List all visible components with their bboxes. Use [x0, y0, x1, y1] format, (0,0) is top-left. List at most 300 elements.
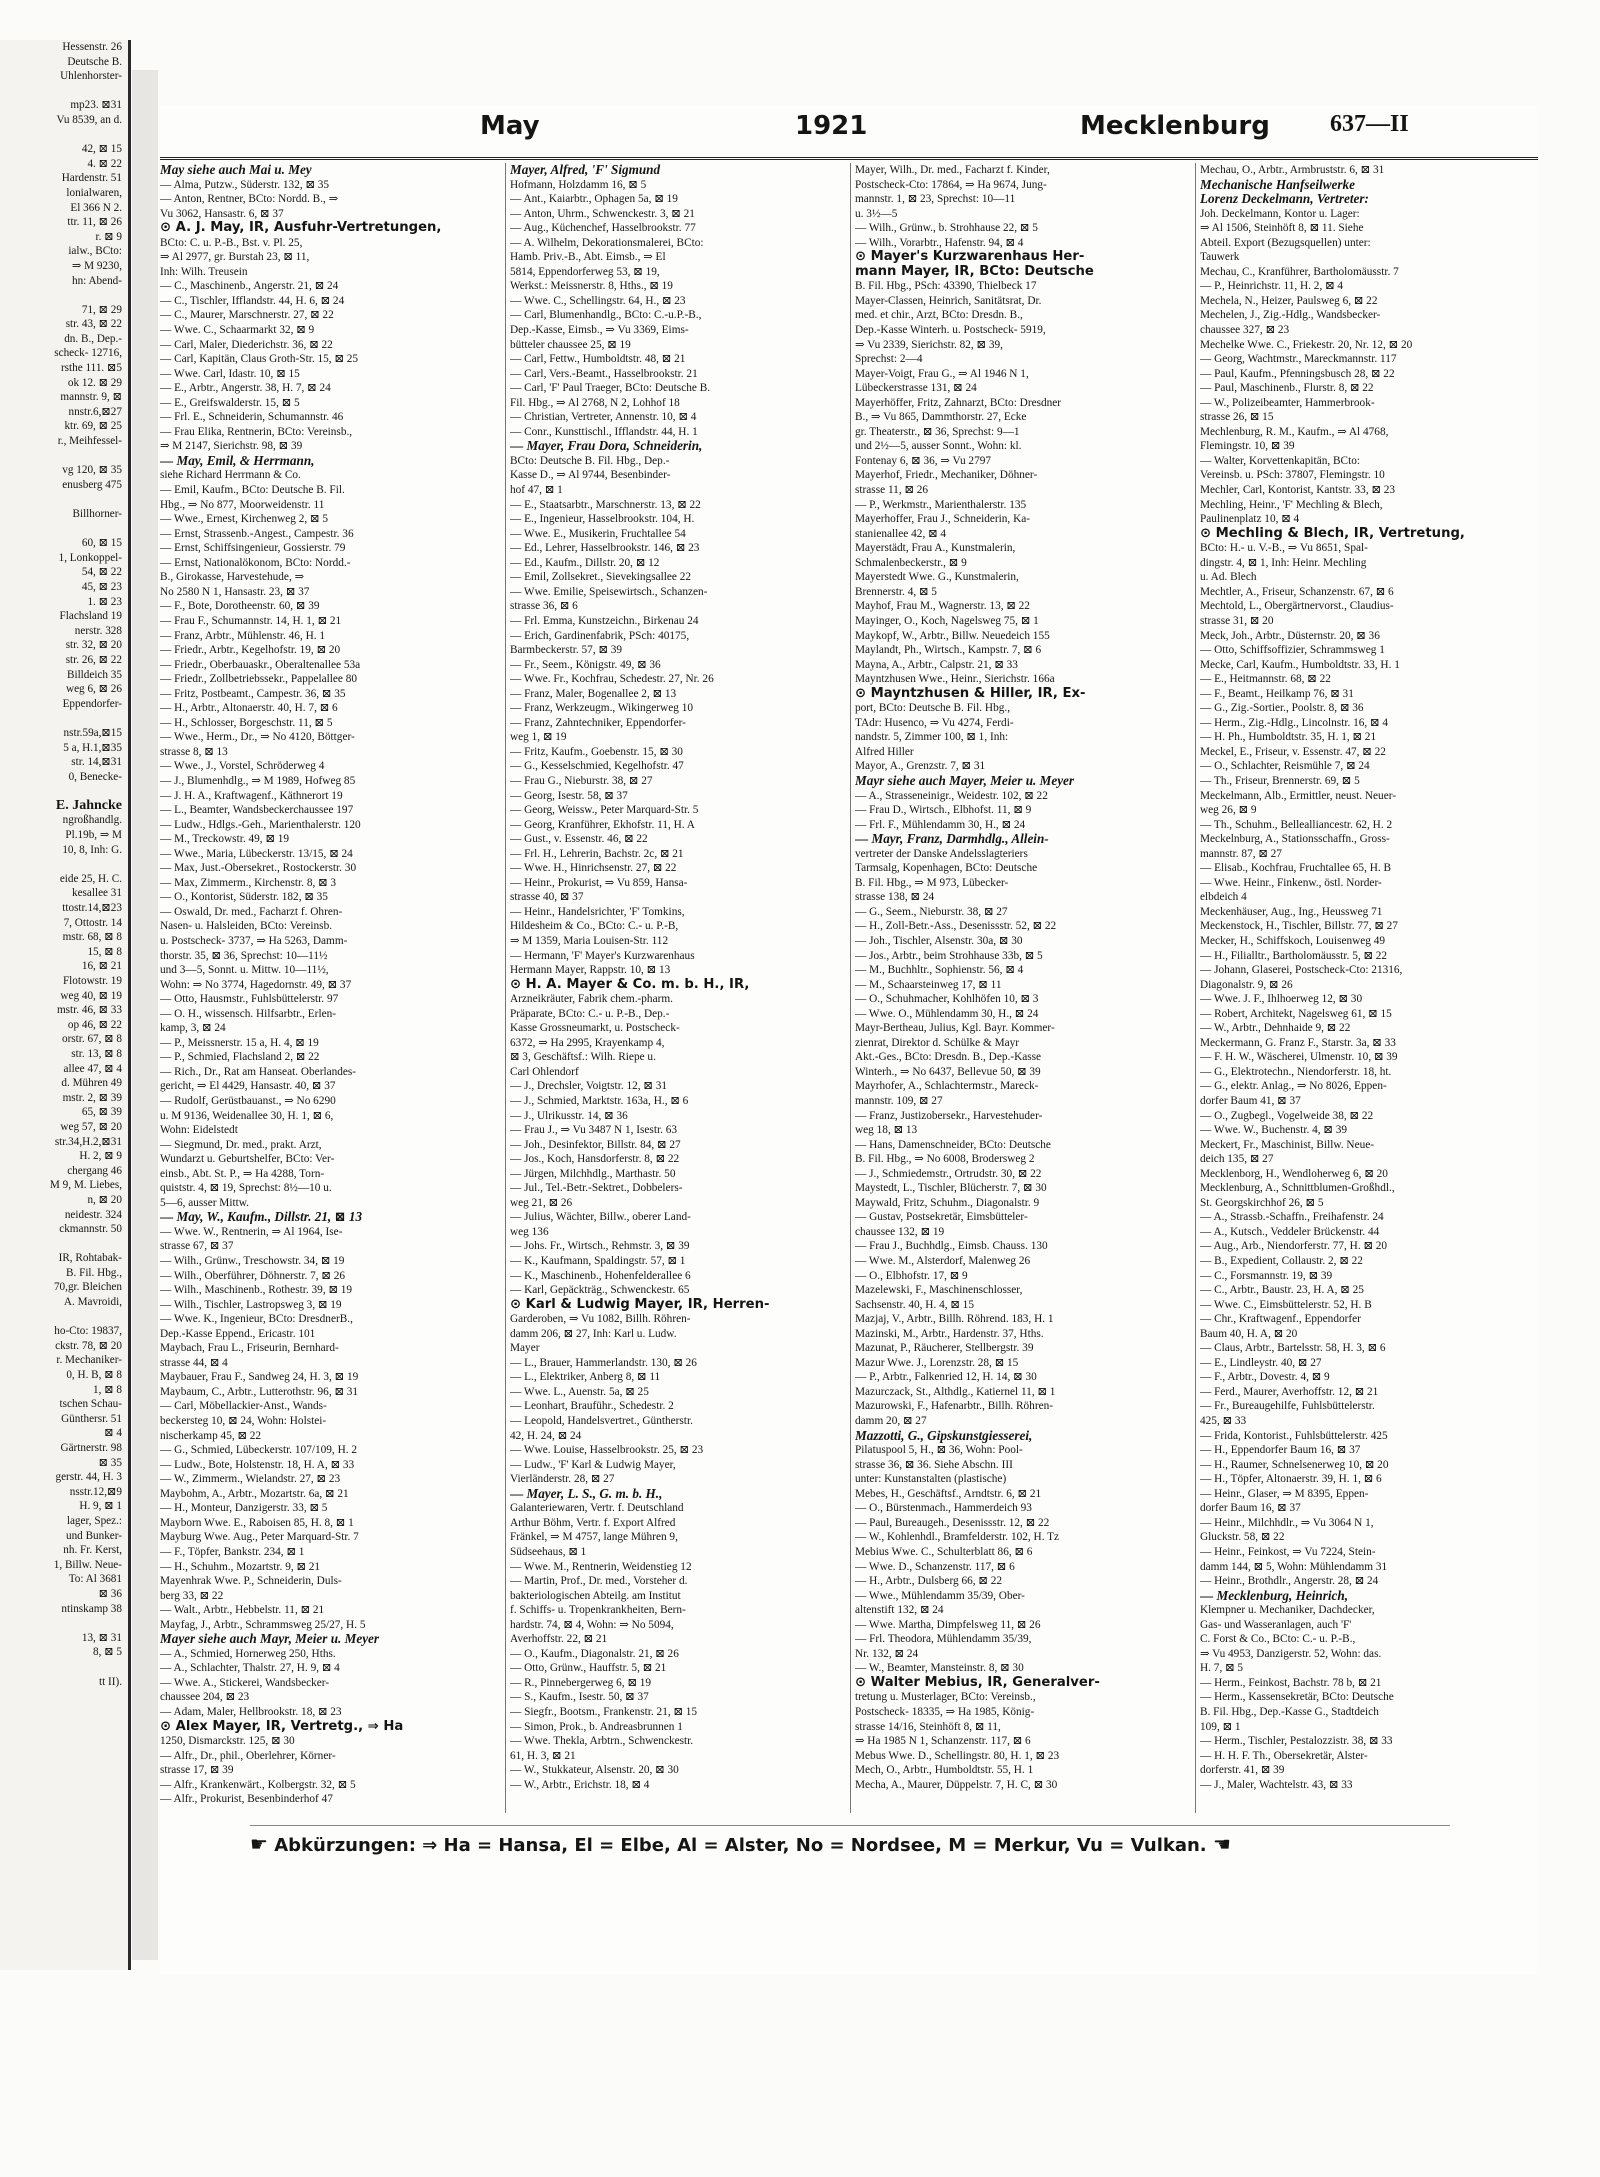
abbreviations-text: Abkürzungen: ⇒ Ha = Hansa, El = Elbe, Al = Alster, No = Nordsee, M = Merkur, Vu = Vulkan.: [274, 1835, 1207, 1856]
directory-entry: — Rudolf, Gerüstbauanst., ⇒ No 6290: [160, 1095, 336, 1107]
directory-entry: Meckenstock, H., Tischler, Billstr. 77, ⊠ 27: [1200, 920, 1398, 933]
directory-entry: strasse 26, ⊠ 15: [1200, 411, 1274, 424]
directory-entry: — Frau Elika, Rentnerin, BCto: Vereinsb.,: [160, 425, 353, 438]
directory-entry: — C., Tischler, Ifflandstr. 44, H. 6, ⊠ 24: [160, 294, 345, 307]
directory-entry: — Georg, Isestr. 58, ⊠ 37: [510, 789, 628, 802]
directory-entry: B. Fil. Hbg., ⇒ M 973, Lübecker-: [855, 876, 1009, 889]
directory-entry: Hermann Mayer, Rappstr. 10, ⊠ 13: [510, 964, 671, 977]
directory-entry: — G., elektr. Anlag., ⇒ No 8026, Eppen-: [1200, 1080, 1387, 1093]
directory-entry: — Frau J., Buchhdlg., Eimsb. Chauss. 130: [855, 1240, 1048, 1253]
directory-entry: Mayburg Wwe. Aug., Peter Marquard-Str. 7: [160, 1531, 359, 1544]
directory-entry: Mecklenborg, H., Wendloherweg 6, ⊠ 20: [1200, 1167, 1388, 1180]
directory-entry: — Julius, Wächter, Billw., oberer Land-: [510, 1211, 691, 1224]
fragment-line: Gärtnerstr. 98: [60, 1442, 122, 1454]
directory-entry: deich 135, ⊠ 27: [1200, 1153, 1274, 1166]
directory-entry: — Heinr., Prokurist, ⇒ Vu 859, Hansa-: [510, 876, 688, 889]
directory-entry: — Erich, Gardinenfabrik, PSch: 40175,: [510, 629, 690, 642]
fragment-line: d. Mühren 49: [61, 1077, 122, 1090]
fragment-line: rsthe 111. ⊠5: [60, 362, 122, 375]
directory-entry: Garderoben, ⇒ Vu 1082, Billh. Röhren-: [510, 1313, 691, 1326]
fragment-line: 10, 8, Inh: G.: [62, 843, 122, 856]
fragment-line: Uhlenhorster-: [60, 70, 122, 83]
directory-entry: 42, H. 24, ⊠ 24: [510, 1429, 582, 1442]
fragment-line: 8, ⊠ 5: [93, 1646, 122, 1659]
fragment-line: [0, 711, 128, 726]
directory-entry: med. et chir., Arzt, BCto: Dresdn. B.,: [855, 309, 1023, 322]
fragment-line: ⊠ 36: [98, 1587, 122, 1600]
fragment-line: H. 2, ⊠ 9: [79, 1150, 122, 1163]
directory-entry: — Paul, Bureaugeh., Desenissstr. 12, ⊠ 22: [855, 1516, 1050, 1529]
directory-entry: — Heinr., Milchhdlr., ⇒ Vu 3064 N 1,: [1200, 1516, 1374, 1529]
directory-entry: Mebius Wwe. C., Schulterblatt 86, ⊠ 6: [855, 1545, 1033, 1558]
directory-entry: Averhoffstr. 22, ⊠ 21: [510, 1633, 608, 1646]
directory-entry: Mechau, C., Kranführer, Bartholomäusstr. 7: [1200, 265, 1399, 278]
directory-entry: dorfer Baum 16, ⊠ 37: [1200, 1502, 1301, 1515]
directory-entry: Kasse Grossneumarkt, u. Postscheck-: [510, 1022, 680, 1035]
directory-entry: — Frau J., ⇒ Vu 3487 N 1, Isestr. 63: [510, 1124, 678, 1137]
directory-entry: — Jürgen, Milchhdlg., Marthastr. 50: [510, 1167, 676, 1180]
directory-entry: ⊙ Mayer's Kurzwarenhaus Her-: [855, 250, 1085, 265]
directory-entry: und 3—5, Sonnt. u. Mittw. 10—11½,: [160, 964, 329, 977]
directory-entry: Nasen- u. Halsleiden, BCto: Vereinsb.: [160, 920, 333, 933]
fragment-line: 13, ⊠ 31: [81, 1631, 122, 1644]
directory-entry: Mayborn Wwe. E., Raboisen 85, H. 8, ⊠ 1: [160, 1516, 354, 1529]
directory-column-4: [1195, 163, 1534, 1813]
directory-entry: elbdeich 4: [1200, 891, 1247, 904]
directory-entry: — Herm., Kassensekretär, BCto: Deutsche: [1200, 1691, 1394, 1704]
directory-entry: — Mecklenburg, Heinrich,: [1200, 1588, 1348, 1603]
fragment-line: dn. B., Dep.-: [64, 332, 122, 345]
directory-entry: Maystedt, L., Tischler, Blücherstr. 7, ⊠ 30: [855, 1182, 1047, 1195]
directory-entry: Mecklenburg, A., Schnittblumen-Großhdl.,: [1200, 1182, 1395, 1195]
directory-entry: — Otto, Grünw., Hauffstr. 5, ⊠ 21: [510, 1662, 667, 1675]
directory-entry: hardstr. 74, ⊠ 4, Wohn: ⇒ No 5094,: [510, 1618, 674, 1631]
directory-entry: BCto: H.- u. V.-B., ⇒ Vu 8651, Spal-: [1200, 542, 1368, 555]
directory-entry: — Friedr., Arbtr., Kegelhofstr. 19, ⊠ 20: [160, 644, 341, 657]
directory-entry: strasse 44, ⊠ 4: [160, 1356, 228, 1369]
directory-entry: — H., Arbtr., Altonaerstr. 40, H. 7, ⊠ 6: [160, 702, 338, 715]
directory-entry: Fränkel, ⇒ M 4757, lange Mühren 9,: [510, 1531, 678, 1544]
directory-entry: — J., Schmied, Marktstr. 163a, H., ⊠ 6: [510, 1095, 689, 1107]
directory-entry: — E., Greifswalderstr. 15, ⊠ 5: [160, 396, 300, 409]
directory-entry: tretung u. Musterlager, BCto: Vereinsb.,: [855, 1691, 1036, 1704]
directory-entry: unter: Kunstanstalten (plastische): [855, 1473, 1007, 1486]
directory-entry: Mechanische Hanfseilwerke: [1200, 177, 1355, 192]
directory-entry: — O., Elbhofstr. 17, ⊠ 9: [855, 1269, 968, 1282]
directory-entry: Klempner u. Mechaniker, Dachdecker,: [1200, 1604, 1375, 1617]
directory-entry: Kasse D., ⇒ Al 9744, Besenbinder-: [510, 469, 671, 482]
directory-entry: — W., Polizeibeamter, Hammerbrook-: [1200, 396, 1375, 409]
directory-entry: — Wilh., Tischler, Lastropsweg 3, ⊠ 19: [160, 1298, 342, 1311]
directory-entry: — Wwe. C., Schaarmarkt 32, ⊠ 9: [160, 324, 315, 337]
directory-entry: weg 26, ⊠ 9: [1200, 804, 1257, 817]
directory-entry: Mazinski, M., Arbtr., Hardenstr. 37, Hths.: [855, 1327, 1044, 1340]
fragment-line: und Bunker-: [65, 1529, 122, 1542]
directory-entry: ⊠ 3, Geschäftsf.: Wilh. Riepe u.: [510, 1051, 656, 1064]
directory-entry: ⊙ Karl & Ludwig Mayer, IR, Herren-: [510, 1297, 770, 1312]
directory-entry: ⇒ Al 1506, Steinhöft 8, ⊠ 11. Siehe: [1200, 222, 1364, 235]
directory-entry: Meckermann, G. Franz F., Starstr. 3a, ⊠ 33: [1200, 1036, 1396, 1049]
directory-entry: — Heinr., Handelsrichter, 'F' Tomkins,: [510, 905, 685, 918]
directory-entry: — Th., Schuhm., Bellealliancestr. 62, H. 2: [1200, 818, 1393, 831]
fragment-line: weg 40, ⊠ 19: [60, 989, 122, 1002]
directory-entry: Fontenay 6, ⊠ 36, ⇒ Vu 2797: [855, 454, 992, 467]
directory-entry: 109, ⊠ 1: [1200, 1720, 1241, 1733]
directory-entry: mannstr. 87, ⊠ 27: [1200, 847, 1282, 860]
fragment-line: [0, 1616, 128, 1631]
directory-entry: Hofmann, Holzdamm 16, ⊠ 5: [510, 178, 647, 191]
fragment-line: nerstr. 328: [74, 624, 122, 637]
fragment-line: n, ⊠ 20: [87, 1193, 122, 1206]
directory-entry: Baum 40, H. A, ⊠ 20: [1200, 1327, 1298, 1340]
directory-entry: Mecha, A., Maurer, Düppelstr. 7, H. C, ⊠ 30: [855, 1778, 1058, 1791]
directory-entry: ⊙ Mechling & Blech, IR, Vertretung,: [1200, 526, 1465, 541]
directory-entry: — Elisab., Kochfrau, Fruchtallee 65, H. B: [1200, 862, 1392, 875]
fragment-line: [0, 522, 128, 537]
fragment-line: 60, ⊠ 15: [81, 537, 122, 550]
fragment-line: mstr. 2, ⊠ 39: [62, 1091, 122, 1104]
fragment-line: [0, 784, 128, 799]
directory-entry: — W., Zimmerm., Wielandstr. 27, ⊠ 23: [160, 1473, 341, 1486]
fragment-line: M 9, M. Liebes,: [49, 1179, 122, 1192]
directory-entry: — Johann, Glaserei, Postscheck-Cto: 21316,: [1200, 964, 1403, 977]
directory-entry: — Fritz, Postbeamt., Campestr. 36, ⊠ 35: [160, 687, 346, 700]
directory-entry: Mayer-Classen, Heinrich, Sanitätsrat, Dr.: [855, 294, 1042, 307]
directory-entry: zienrat, Direktor d. Schülke & Mayr: [855, 1036, 1020, 1049]
directory-entry: — Wilh., Vorarbtr., Hafenstr. 94, ⊠ 4: [855, 236, 1024, 249]
directory-entry: — Gustav, Postsekretär, Eimsbütteler-: [855, 1211, 1028, 1224]
directory-entry: — O., Schlachter, Reismühle 7, ⊠ 24: [1200, 760, 1370, 773]
directory-entry: — Johs. Fr., Wirtsch., Rehmstr. 3, ⊠ 39: [510, 1240, 690, 1253]
directory-entry: ⊙ Mayntzhusen & Hiller, IR, Ex-: [855, 686, 1086, 701]
directory-entry: — Mayr, Franz, Darmhdlg., Allein-: [855, 832, 1049, 847]
fragment-line: ⊠ 35: [98, 1456, 122, 1469]
directory-entry: Fil. Hbg., ⇒ Al 2768, N 2, Lohhof 18: [510, 396, 680, 409]
fragment-line: El 366 N 2.: [70, 201, 122, 214]
fragment-line: ngroßhandlg.: [62, 814, 122, 827]
directory-entry: Meck, Joh., Arbtr., Düsternstr. 20, ⊠ 36: [1200, 629, 1380, 642]
directory-entry: strasse 14/16, Steinhöft 8, ⊠ 11,: [855, 1720, 1001, 1733]
directory-entry: — O., Schuhmacher, Kohlhöfen 10, ⊠ 3: [855, 993, 1039, 1006]
directory-entry: Paulinenplatz 10, ⊠ 4: [1200, 513, 1300, 526]
directory-entry: B., Girokasse, Harvestehude, ⇒: [160, 571, 305, 584]
fragment-line: A. Mavroidi,: [63, 1296, 122, 1309]
directory-entry: Mechau, O., Arbtr., Armbruststr. 6, ⊠ 31: [1200, 164, 1385, 176]
directory-entry: Mayhof, Frau M., Wagnerstr. 13, ⊠ 22: [855, 600, 1030, 613]
fragment-line: nh. Fr. Kerst,: [63, 1544, 122, 1557]
directory-entry: — Ant., Kaiarbtr., Ophagen 5a, ⊠ 19: [510, 193, 678, 206]
fragment-line: Hessenstr. 26: [62, 41, 122, 53]
directory-entry: Mazur Wwe. J., Lorenzstr. 28, ⊠ 15: [855, 1356, 1019, 1369]
directory-entry: Diagonalstr. 9, ⊠ 26: [1200, 978, 1293, 991]
fragment-line: mstr. 68, ⊠ 8: [62, 931, 122, 944]
directory-entry: Dep.-Kasse, Eimsb., ⇒ Vu 3369, Eims-: [510, 324, 689, 337]
directory-entry: Schmalenbeckerstr., ⊠ 9: [855, 556, 967, 569]
directory-entry: — Oswald, Dr. med., Facharzt f. Ohren-: [160, 905, 343, 918]
directory-entry: kamp, 3, ⊠ 24: [160, 1022, 226, 1035]
directory-entry: strasse 138, ⊠ 24: [855, 891, 935, 904]
directory-entry: — Wwe. C., Eimsbüttelerstr. 52, H. B: [1200, 1298, 1372, 1311]
fragment-line: allee 47, ⊠ 4: [63, 1062, 122, 1075]
directory-entry: — Max, Zimmerm., Kirchenstr. 8, ⊠ 3: [160, 876, 337, 889]
directory-entry: B. Fil. Hbg., Dep.-Kasse G., Stadtdeich: [1200, 1705, 1379, 1718]
directory-entry: — H., Arbtr., Dulsberg 66, ⊠ 22: [855, 1575, 1003, 1588]
directory-entry: Inh: Wilh. Treusein: [160, 265, 248, 278]
directory-entry: — Wwe. Carl, Idastr. 10, ⊠ 15: [160, 367, 300, 380]
fragment-line: lager, Spez.:: [66, 1514, 122, 1527]
directory-entry: — K., Maschinenb., Hohenfelderallee 6: [510, 1269, 691, 1282]
fragment-line: [0, 857, 128, 872]
directory-entry: 425, ⊠ 33: [1200, 1415, 1247, 1428]
directory-entry: — A., Strasseneinigr., Weidestr. 102, ⊠ 22: [855, 789, 1048, 802]
directory-entry: — J. H. A., Kraftwagenf., Käthnerort 19: [160, 789, 343, 802]
directory-entry: — E., Lindleystr. 40, ⊠ 27: [1200, 1356, 1322, 1369]
fragment-line: ckmannstr. 50: [59, 1223, 122, 1236]
directory-entry: Vierländerstr. 28, ⊠ 27: [510, 1473, 615, 1486]
directory-entry: weg 18, ⊠ 13: [855, 1124, 918, 1137]
directory-entry: Mayer: [510, 1342, 540, 1355]
fragment-line: nstr.59a,⊠15: [63, 726, 122, 739]
directory-entry: — Carl, Kapitän, Claus Groth-Str. 15, ⊠ 25: [160, 353, 359, 366]
directory-entry: — E., Heitmannstr. 68, ⊠ 22: [1200, 673, 1331, 686]
fragment-line: Hardenstr. 51: [61, 172, 122, 185]
directory-entry: — F., Töpfer, Bankstr. 234, ⊠ 1: [160, 1545, 305, 1558]
directory-entry: H. 7, ⊠ 5: [1200, 1662, 1244, 1675]
directory-entry: Maybaum, C., Arbtr., Lutterothstr. 96, ⊠ 31: [160, 1385, 359, 1398]
directory-entry: Mayenhrak Wwe. P., Schneiderin, Duls-: [160, 1575, 342, 1588]
directory-entry: — Frau D., Wirtsch., Elbhofst. 11, ⊠ 9: [855, 804, 1032, 817]
directory-entry: Mayerstädt, Frau A., Kunstmalerin,: [855, 542, 1016, 555]
directory-entry: — Max, Just.-Obersekret., Rostockerstr. 30: [160, 862, 357, 875]
fragment-line: str. 43, ⊠ 22: [65, 318, 122, 331]
directory-entry: — Ed., Kaufm., Dillstr. 20, ⊠ 12: [510, 556, 660, 569]
directory-entry: — Siegmund, Dr. med., prakt. Arzt,: [160, 1138, 322, 1151]
directory-entry: — Otto, Hausmstr., Fuhlsbüttelerstr. 97: [160, 993, 339, 1006]
fragment-line: ckstr. 78, ⊠ 20: [55, 1339, 122, 1352]
fragment-line: 1, Lonkoppel-: [58, 551, 122, 564]
directory-entry: Arzneikräuter, Fabrik chem.-pharm.: [510, 993, 673, 1006]
directory-entry: — F., Bote, Dorotheenstr. 60, ⊠ 39: [160, 600, 320, 613]
directory-entry: — Carl, Fettw., Humboldtstr. 48, ⊠ 21: [510, 353, 686, 366]
directory-entry: — Wwe., Mühlendamm 35/39, Ober-: [855, 1589, 1025, 1602]
directory-entry: Alfred Hiller: [855, 745, 914, 758]
directory-entry: Mayer, Wilh., Dr. med., Facharzt f. Kinder,: [855, 164, 1050, 176]
directory-entry: — Wwe. C., Schellingstr. 64, H., ⊠ 23: [510, 294, 686, 307]
directory-entry: stanienallee 42, ⊠ 4: [855, 527, 947, 540]
directory-entry: damm 20, ⊠ 27: [855, 1415, 927, 1428]
directory-entry: u. M 9136, Weidenallee 30, H. 1, ⊠ 6,: [160, 1109, 334, 1122]
directory-entry: Mayer siehe auch Mayr, Meier u. Meyer: [160, 1632, 380, 1647]
directory-entry: Mayinger, O., Koch, Nagelsweg 75, ⊠ 1: [855, 614, 1039, 627]
directory-entry: — W., Stukkateur, Alsenstr. 20, ⊠ 30: [510, 1764, 679, 1777]
directory-entry: Abteil. Export (Bezugsquellen) unter:: [1200, 236, 1371, 249]
directory-entry: Mecker, H., Schiffskoch, Louisenweg 49: [1200, 934, 1386, 947]
directory-entry: Arthur Böhm, Vertr. f. Export Alfred: [510, 1516, 676, 1529]
directory-entry: Mayr-Bertheau, Julius, Kgl. Bayr. Kommer-: [855, 1022, 1055, 1035]
directory-entry: BCto: C. u. P.-B., Bst. v. Pl. 25,: [160, 236, 303, 249]
directory-entry: Wohn: ⇒ No 3774, Hagedornstr. 49, ⊠ 37: [160, 978, 352, 991]
directory-entry: — Ernst, Nationalökonom, BCto: Nordd.-: [160, 556, 351, 569]
directory-entry: — Wilh., Oberführer, Döhnerstr. 7, ⊠ 26: [160, 1269, 345, 1282]
directory-entry: — Frida, Kontorist., Fuhlsbüttelerstr. 425: [1200, 1429, 1388, 1442]
directory-entry: Mazurczack, St., Althdlg., Katiernel 11, ⊠ 1: [855, 1385, 1056, 1398]
directory-entry: 1250, Dismarckstr. 125, ⊠ 30: [160, 1735, 295, 1748]
directory-entry: Wohn: Eidelstedt: [160, 1124, 238, 1137]
directory-entry: dorfer Baum 41, ⊠ 37: [1200, 1095, 1301, 1107]
directory-entry: siehe Richard Herrmann & Co.: [160, 469, 301, 482]
directory-entry: — Rich., Dr., Rat am Hanseat. Oberlandes-: [160, 1065, 357, 1078]
directory-entry: — Frl. F., Mühlendamm 30, H., ⊠ 24: [855, 818, 1026, 831]
directory-entry: — F., Beamt., Heilkamp 76, ⊠ 31: [1200, 687, 1354, 700]
directory-entry: Tarmsalg, Kopenhagen, BCto: Deutsche: [855, 862, 1038, 875]
directory-entry: — Alfr., Dr., phil., Oberlehrer, Körner-: [160, 1749, 336, 1762]
directory-entry: — G., Kesselschmied, Kegelhofstr. 47: [510, 760, 684, 773]
fragment-line: 1, ⊠ 8: [93, 1383, 122, 1396]
directory-entry: Hbg., ⇒ No 877, Moorweidenstr. 11: [160, 498, 325, 511]
directory-entry: — C., Arbtr., Baustr. 23, H. A, ⊠ 25: [1200, 1284, 1364, 1297]
directory-entry: strasse 36, ⊠ 36. Siehe Abschn. III: [855, 1458, 1013, 1471]
directory-entry: Mechtler, A., Friseur, Schanzenstr. 67, ⊠ 6: [1200, 585, 1394, 598]
fragment-line: ntinskamp 38: [61, 1602, 122, 1615]
directory-entry: ⇒ Al 2977, gr. Burstah 23, ⊠ 11,: [160, 251, 310, 264]
directory-entry: — F., Arbtr., Dovestr. 4, ⊠ 9: [1200, 1371, 1330, 1384]
directory-entry: — H., Schlosser, Borgeschstr. 11, ⊠ 5: [160, 716, 333, 729]
directory-entry: — H., Monteur, Danzigerstr. 33, ⊠ 5: [160, 1502, 328, 1515]
directory-entry: u. 3½—5: [855, 207, 898, 220]
directory-entry: — Wwe. Emilie, Speisewirtsch., Schanzen-: [510, 585, 708, 598]
directory-entry: — Wilh., Grünw., Treschowstr. 34, ⊠ 19: [160, 1255, 345, 1268]
directory-entry: Mayna, A., Arbtr., Calpstr. 21, ⊠ 33: [855, 658, 1018, 671]
directory-entry: chaussee 132, ⊠ 19: [855, 1225, 945, 1238]
fragment-line: 54, ⊠ 22: [81, 566, 122, 579]
fragment-line: To: Al 3681: [68, 1573, 122, 1586]
directory-entry: — Franz, Justizobersekr., Harvestehuder-: [855, 1109, 1043, 1122]
book-gutter: [132, 70, 158, 1960]
directory-entry: St. Georgskirchhof 26, ⊠ 5: [1200, 1196, 1324, 1209]
directory-entry: — Georg, Weissw., Peter Marquard-Str. 5: [510, 804, 699, 817]
directory-entry: Mayrhofer, A., Schlachtermstr., Mareck-: [855, 1080, 1039, 1093]
fragment-line: Flachsland 19: [59, 610, 122, 623]
directory-entry: bakteriologischen Abteilg. am Institut: [510, 1589, 681, 1602]
directory-entry: — O., Kontorist, Süderstr. 182, ⊠ 35: [160, 891, 328, 904]
directory-entry: — H., Töpfer, Altonaerstr. 39, H. 1, ⊠ 6: [1200, 1473, 1382, 1486]
directory-entry: Mayerhöffer, Fritz, Zahnarzt, BCto: Dresdner: [855, 396, 1062, 409]
directory-entry: Werkst.: Meissnerstr. 8, Hths., ⊠ 19: [510, 280, 673, 293]
directory-entry: weg 21, ⊠ 26: [510, 1196, 573, 1209]
directory-entry: — F. H. W., Wäscherei, Ulmenstr. 10, ⊠ 39: [1200, 1051, 1398, 1064]
directory-entry: — Paul, Maschinenb., Flurstr. 8, ⊠ 22: [1200, 382, 1374, 395]
directory-entry: — Alfr., Krankenwärt., Kolbergstr. 32, ⊠ 5: [160, 1778, 356, 1791]
directory-entry: strasse 67, ⊠ 37: [160, 1240, 234, 1253]
fragment-line: 7, Ottostr. 14: [63, 916, 122, 929]
directory-entry: — Wwe. Thekla, Arbtrn., Schwenckestr.: [510, 1735, 694, 1748]
directory-entry: Mayntzhusen Wwe., Heinr., Sierichstr. 166a: [855, 673, 1055, 686]
directory-entry: — Wwe. Heinr., Finkenw., östl. Norder-: [1200, 876, 1382, 889]
directory-columns: [160, 163, 1538, 1813]
fragment-line: 0, H. B, ⊠ 8: [66, 1369, 122, 1382]
fragment-line: lonialwaren,: [66, 186, 122, 199]
directory-entry: — H., Zoll-Betr.-Ass., Desenissstr. 52, ⊠ 22: [855, 920, 1057, 933]
fragment-line: 65, ⊠ 39: [81, 1106, 122, 1119]
directory-entry: altenstift 132, ⊠ 24: [855, 1604, 944, 1617]
directory-entry: ⇒ Vu 4953, Danzigerstr. 52, Wohn: das.: [1200, 1647, 1382, 1660]
directory-entry: — Jos., Koch, Hansdorferstr. 8, ⊠ 22: [510, 1153, 680, 1166]
directory-entry: C. Forst & Co., BCto: C.- u. P.-B.,: [1200, 1633, 1356, 1646]
fragment-line: eide 25, H. C.: [59, 872, 122, 885]
directory-entry: beckersteg 10, ⊠ 24, Wohn: Holstei-: [160, 1415, 327, 1428]
directory-entry: damm 144, ⊠ 5, Wohn: Mühlendamm 31: [1200, 1560, 1388, 1573]
fragment-line: Billhorner-: [72, 508, 122, 520]
fragment-line: neidestr. 324: [64, 1208, 122, 1221]
directory-entry: — Ernst, Schiffsingenieur, Gossierstr. 79: [160, 542, 346, 555]
directory-entry: Mayerhoffer, Frau J., Schneiderin, Ka-: [855, 513, 1031, 526]
directory-entry: — P., Werkmstr., Marienthalerstr. 135: [855, 498, 1027, 511]
fragment-line: Vu 8539, an d.: [56, 113, 122, 126]
directory-entry: ⇒ M 1359, Maria Louisen-Str. 112: [510, 934, 669, 947]
directory-entry: — Claus, Arbtr., Bartelsstr. 58, H. 3, ⊠ 6: [1200, 1342, 1386, 1355]
fragment-line: B. Fil. Hbg.,: [66, 1266, 122, 1279]
directory-entry: — Wilh., Maschinenb., Rothestr. 39, ⊠ 19: [160, 1284, 353, 1297]
directory-entry: Mechlenburg, R. M., Kaufm., ⇒ Al 4768,: [1200, 425, 1389, 438]
directory-entry: — E., Staatsarbtr., Marschnerstr. 13, ⊠ 22: [510, 498, 701, 511]
directory-entry: Maybohm, A., Arbtr., Mozartstr. 6a, ⊠ 21: [160, 1487, 349, 1500]
directory-entry: — H. H. F. Th., Obersekretär, Alster-: [1200, 1749, 1368, 1762]
directory-entry: — Friedr., Oberbauaskr., Oberaltenallee 53a: [160, 658, 361, 671]
directory-entry: Pilatuspool 5, H., ⊠ 36, Wohn: Pool-: [855, 1444, 1023, 1457]
directory-entry: Mecke, Carl, Kaufm., Humboldtstr. 33, H. 1: [1200, 658, 1400, 671]
directory-entry: — Wwe., Ernest, Kirchenweg 2, ⊠ 5: [160, 513, 328, 526]
directory-entry: Lübeckerstrasse 131, ⊠ 24: [855, 382, 977, 395]
directory-entry: — Herm., Tischler, Pestalozzistr. 38, ⊠ 33: [1200, 1735, 1393, 1748]
directory-entry: — J., Drechsler, Voigtstr. 12, ⊠ 31: [510, 1080, 668, 1093]
directory-entry: B., ⇒ Vu 865, Dammthorstr. 27, Ecke: [855, 411, 1027, 424]
directory-entry: — Emil, Zollsekret., Sievekingsallee 22: [510, 571, 692, 584]
directory-entry: — S., Kaufm., Isestr. 50, ⊠ 37: [510, 1691, 649, 1704]
directory-entry: — Wwe. W., Rentnerin, ⇒ Al 1964, Ise-: [160, 1225, 343, 1238]
directory-entry: — Franz, Zahntechniker, Eppendorfer-: [510, 716, 686, 729]
fragment-line: ⇒ M 9230,: [71, 259, 122, 272]
directory-entry: — Alfr., Prokurist, Besenbinderhof 47: [160, 1793, 333, 1806]
fragment-line: op 46, ⊠ 22: [67, 1018, 122, 1031]
directory-page: [160, 105, 1538, 1975]
fragment-line: [0, 449, 128, 464]
directory-entry: May siehe auch Mai u. Mey: [160, 163, 312, 177]
directory-entry: — K., Kaufmann, Spaldingstr. 57, ⊠ 1: [510, 1255, 686, 1268]
directory-entry: — Georg, Kranführer, Ekhofstr. 11, H. A: [510, 818, 695, 831]
directory-entry: — O., Bürstenmach., Hammerdeich 93: [855, 1502, 1032, 1515]
directory-entry: Vereinsb. u. PSch: 37807, Flemingstr. 10: [1200, 469, 1385, 482]
pointing-hand-right-icon: ☚: [1212, 1832, 1231, 1856]
fragment-line: weg 6, ⊠ 26: [66, 683, 122, 696]
directory-entry: Mayfag, J., Arbtr., Schrammsweg 25/27, H. 5: [160, 1618, 366, 1631]
directory-entry: u. Postscheck- 3737, ⇒ Ha 5263, Damm-: [160, 934, 348, 947]
directory-entry: Mayerstedt Wwe. G., Kunstmalerin,: [855, 571, 1019, 584]
directory-entry: Hamb. Priv.-B., Abt. Eimsb., ⇒ El: [510, 251, 666, 264]
fragment-line: 15, ⊠ 8: [87, 945, 122, 958]
directory-entry: — Ed., Lehrer, Hasselbrookstr. 146, ⊠ 23: [510, 542, 700, 555]
directory-entry: — Georg, Wachtmstr., Mareckmannstr. 117: [1200, 353, 1397, 366]
header-year: 1921: [795, 111, 868, 141]
directory-entry: — Wwe. D., Schanzenstr. 117, ⊠ 6: [855, 1560, 1015, 1573]
directory-entry: — C., Maurer, Marschnerstr. 27, ⊠ 22: [160, 309, 334, 322]
directory-entry: Vu 3062, Hansastr. 6, ⊠ 37: [160, 207, 284, 220]
directory-entry: Mebus Wwe. D., Schellingstr. 80, H. 1, ⊠ 23: [855, 1749, 1060, 1762]
directory-entry: — Anton, Rentner, BCto: Nordd. B., ⇒: [160, 193, 339, 206]
directory-entry: ⊙ H. A. Mayer & Co. m. b. H., IR,: [510, 977, 750, 992]
directory-entry: — Heinr., Glaser, ⇒ M 8395, Eppen-: [1200, 1487, 1369, 1500]
directory-entry: strasse 8, ⊠ 13: [160, 745, 228, 758]
directory-entry: Barmbeckerstr. 57, ⊠ 39: [510, 644, 623, 657]
